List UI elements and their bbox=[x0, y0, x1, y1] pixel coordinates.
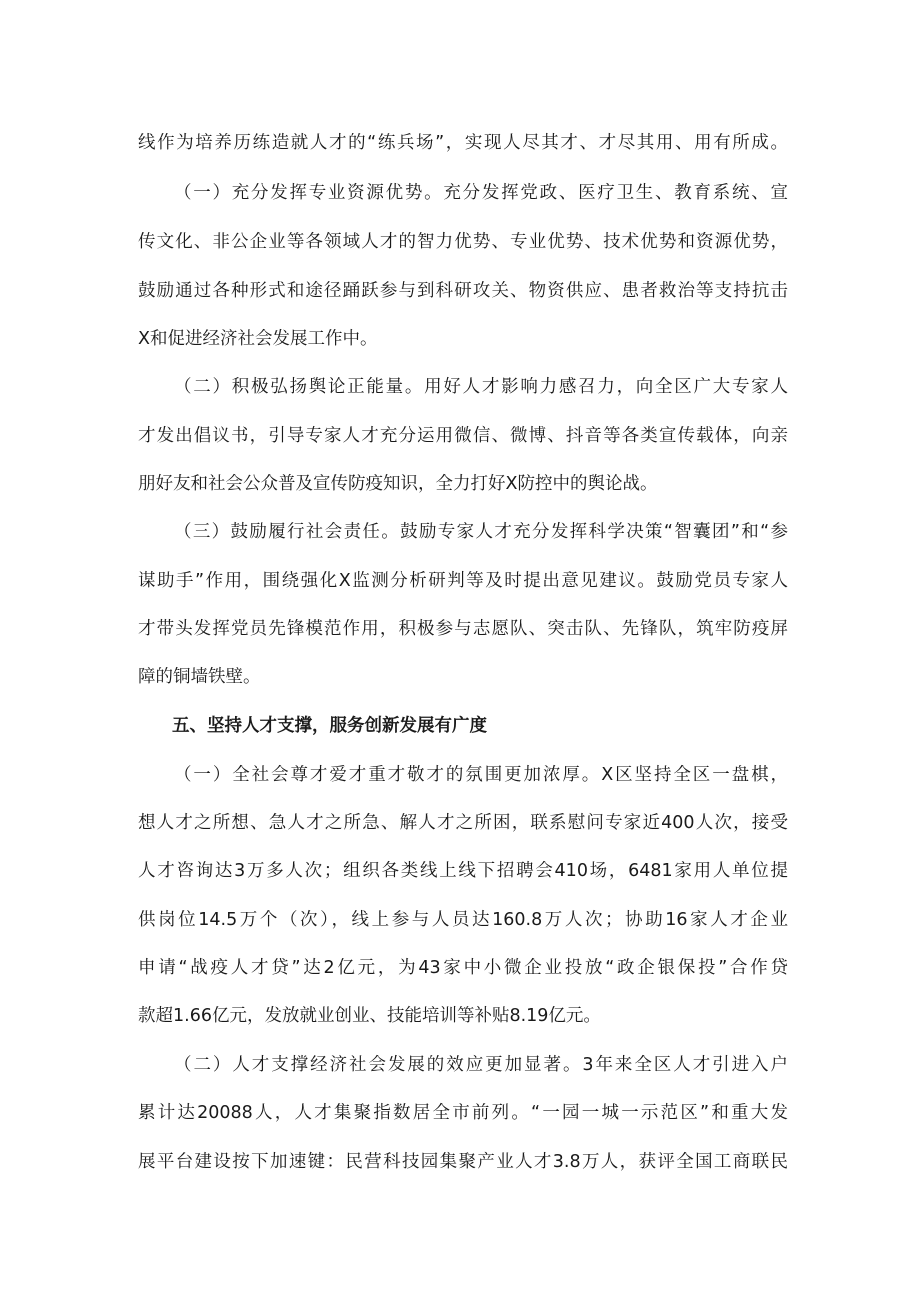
paragraph-line: 累计达20088人，人才集聚指数居全市前列。“一园一城一示范区”和重大发 bbox=[138, 1103, 788, 1123]
paragraph-line: 款超1.66亿元，发放就业创业、技能培训等补贴8.19亿元。 bbox=[138, 1006, 601, 1026]
paragraph-line: 鼓励通过各种形式和途径踊跃参与到科研攻关、物资供应、患者救治等支持抗击 bbox=[138, 281, 788, 301]
paragraph-line: 线作为培养历练造就人才的“练兵场”，实现人尽其才、才尽其用、用有所成。 bbox=[138, 133, 788, 153]
paragraph-line: （二）人才支撑经济社会发展的效应更加显著。3年来全区人才引进入户 bbox=[174, 1055, 788, 1075]
paragraph-line: （一）充分发挥专业资源优势。充分发挥党政、医疗卫生、教育系统、宣 bbox=[174, 183, 788, 203]
paragraph-line: X和促进经济社会发展工作中。 bbox=[138, 329, 378, 349]
paragraph-line: 障的铜墙铁壁。 bbox=[138, 667, 261, 687]
paragraph-line: 想人才之所想、急人才之所急、解人才之所困，联系慰问专家近400人次，接受 bbox=[138, 813, 788, 833]
paragraph-line: （二）积极弘扬舆论正能量。用好人才影响力感召力，向全区广大专家人 bbox=[174, 377, 788, 397]
paragraph-line: 朋好友和社会公众普及宣传防疫知识，全力打好X防控中的舆论战。 bbox=[138, 474, 658, 494]
section-heading: 五、坚持人才支撑，服务创新发展有广度 bbox=[172, 716, 487, 736]
paragraph-line: 才发出倡议书，引导专家人才充分运用微信、微博、抖音等各类宣传载体，向亲 bbox=[138, 426, 788, 446]
paragraph-line: 才带头发挥党员先锋模范作用，积极参与志愿队、突击队、先锋队，筑牢防疫屏 bbox=[138, 619, 788, 639]
paragraph-line: （一）全社会尊才爱才重才敬才的氛围更加浓厚。X区坚持全区一盘棋， bbox=[174, 765, 788, 785]
paragraph-line: 人才咨询达3万多人次；组织各类线上线下招聘会410场，6481家用人单位提 bbox=[138, 861, 788, 881]
paragraph-line: 展平台建设按下加速键：民营科技园集聚产业人才3.8万人，获评全国工商联民 bbox=[138, 1152, 788, 1172]
paragraph-line: （三）鼓励履行社会责任。鼓励专家人才充分发挥科学决策“智囊团”和“参 bbox=[174, 522, 788, 542]
paragraph-line: 谋助手”作用，围绕强化X监测分析研判等及时提出意见建议。鼓励党员专家人 bbox=[138, 571, 788, 591]
paragraph-line: 供岗位14.5万个（次），线上参与人员达160.8万人次；协助16家人才企业 bbox=[138, 910, 788, 930]
paragraph-line: 申请“战疫人才贷”达2亿元，为43家中小微企业投放“政企银保投”合作贷 bbox=[138, 958, 788, 978]
paragraph-line: 传文化、非公企业等各领域人才的智力优势、专业优势、技术优势和资源优势， bbox=[138, 232, 788, 252]
